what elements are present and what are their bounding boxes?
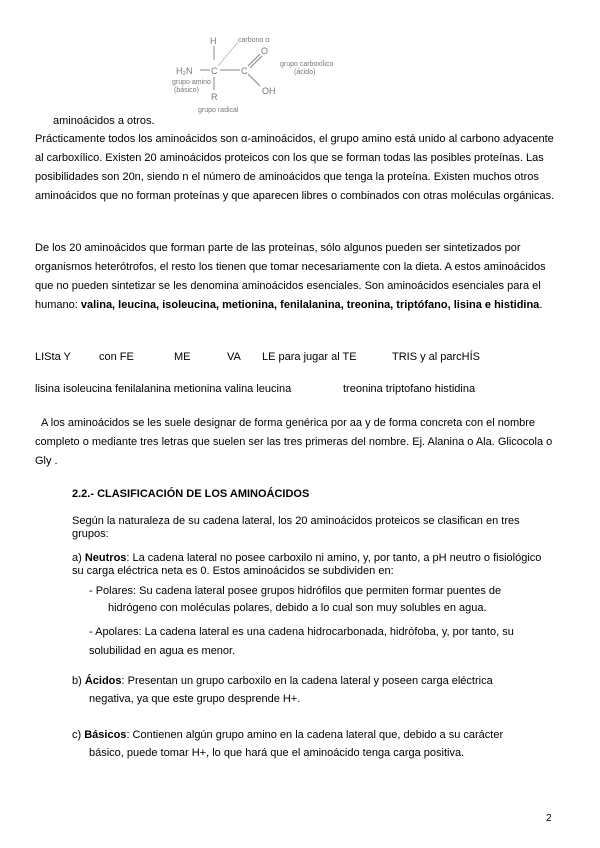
basicos-prefix: c)	[72, 729, 85, 741]
acidos-line2: negativa, ya que este grupo desprende H+.	[89, 693, 301, 705]
label-h: H	[210, 36, 217, 46]
basicos-text: : Contienen algún grupo amino en la cadena lateral que, debido a su carácter	[126, 729, 504, 741]
acidos-prefix: b)	[72, 675, 85, 687]
neutros-prefix: a)	[72, 552, 85, 564]
aminoacid-list-2: treonina triptofano histidina	[343, 383, 476, 395]
mnemonic-word-3: ME	[174, 351, 191, 363]
aminoacid-list-1: lisina isoleucina fenilalanina metionina valina leucina	[35, 383, 292, 395]
group-acidos	[72, 672, 493, 691]
label-o: O	[261, 46, 269, 56]
label-grupo-carboxilico-acido: (ácido)	[294, 69, 316, 76]
mnemonic-word-2: con FE	[99, 351, 134, 363]
paragraph-alpha-aminoacids: Prácticamente todos los aminoácidos son α-aminoácidos, el grupo amino está unido al carbono adyacente al carboxílico. Existen 20 aminoácidos proteicos con los que se forman todas las posibles proteínas. Las posibilidades son 20n, siendo n el número de aminoácidos que tenga la proteína. Existen muchos otros aminoácidos que no forman proteínas y que aparecen libres o combinados con otras moléculas orgánicas.	[35, 133, 555, 202]
label-h2n: H₂N	[176, 66, 193, 76]
mnemonic-word-6: TRIS y al parcHÍS	[392, 351, 481, 363]
basicos-line2: básico, puede tomar H+, lo que hará que el aminoácido tenga carga positiva.	[89, 747, 465, 759]
acidos-title: Ácidos	[84, 675, 122, 687]
essential-end: .	[539, 299, 543, 311]
group-neutros	[72, 552, 552, 578]
essential-text: De los 20 aminoácidos que forman parte de las proteínas, sólo algunos pueden ser sintetizados por organismos heterótrofos, el resto los tienen que tomar necesariamente con la dieta. A estos aminoácidos que no pueden sintetizar se les denomina aminoácidos esenciales. Son aminoácidos esenciales para el humano:	[35, 242, 546, 311]
group-basicos	[72, 726, 503, 745]
mnemonic-word-1: LISta Y	[35, 351, 71, 363]
neutros-polares-2: hidrógeno con moléculas polares, debido a lo cual son muy solubles en agua.	[108, 602, 487, 614]
label-oh: OH	[262, 86, 276, 96]
mnemonic-word-4: VA	[227, 351, 241, 363]
label-grupo-amino: grupo amino	[172, 79, 211, 86]
basicos-title: Básicos	[84, 729, 127, 741]
label-c-alpha: C	[211, 66, 218, 76]
amino-acid-structure-diagram	[170, 32, 370, 122]
page-number: 2	[546, 813, 552, 824]
label-grupo-carboxilico: grupo carboxílico	[280, 61, 334, 68]
mnemonic-word-5: LE para jugar al TE	[262, 351, 357, 363]
intro-text: aminoácidos a otros.	[53, 115, 155, 127]
label-r: R	[211, 92, 218, 102]
classification-intro: Según la naturaleza de su cadena lateral, los 20 aminoácidos proteicos se clasifican en tres grupos:	[72, 515, 520, 540]
neutros-title: Neutros	[84, 552, 127, 564]
section-heading: 2.2.- CLASIFICACIÓN DE LOS AMINOÁCIDOS	[72, 488, 310, 500]
essential-list: valina, leucina, isoleucina, metionina, fenilalanina, treonina, triptófano, lisina e histidina	[80, 299, 540, 311]
neutros-apolares: - Apolares: La cadena lateral es una cadena hidrocarbonada, hidrófoba, y, por tanto, su solubilidad en agua es menor.	[89, 626, 514, 657]
acidos-text: : Presentan un grupo carboxilo en la cadena lateral y poseen carga eléctrica	[121, 675, 493, 687]
neutros-text: : La cadena lateral no posee carboxilo ni amino, y, por tanto, a pH neutro o fisiológico su carga eléctrica neta es 0. Estos aminoácidos se subdividen en:	[72, 552, 542, 577]
label-grupo-amino-basico: (básico)	[174, 87, 199, 94]
label-c-carboxyl: C	[241, 66, 248, 76]
label-carbono-alpha: carbono α	[238, 37, 270, 44]
neutros-polares-1: - Polares: Su cadena lateral posee grupos hidrófilos que permiten formar puentes de	[89, 585, 502, 597]
label-grupo-radical: grupo radical	[198, 107, 239, 114]
paragraph-essential-aminoacids	[35, 239, 557, 315]
paragraph-nomenclature: A los aminoácidos se les suele designar de forma genérica por aa y de forma concreta con el nombre completo o mediante tres letras que suelen ser las tres primeras del nombre. Ej. Alanina o Ala. Glicocola o Gly .	[35, 417, 553, 467]
